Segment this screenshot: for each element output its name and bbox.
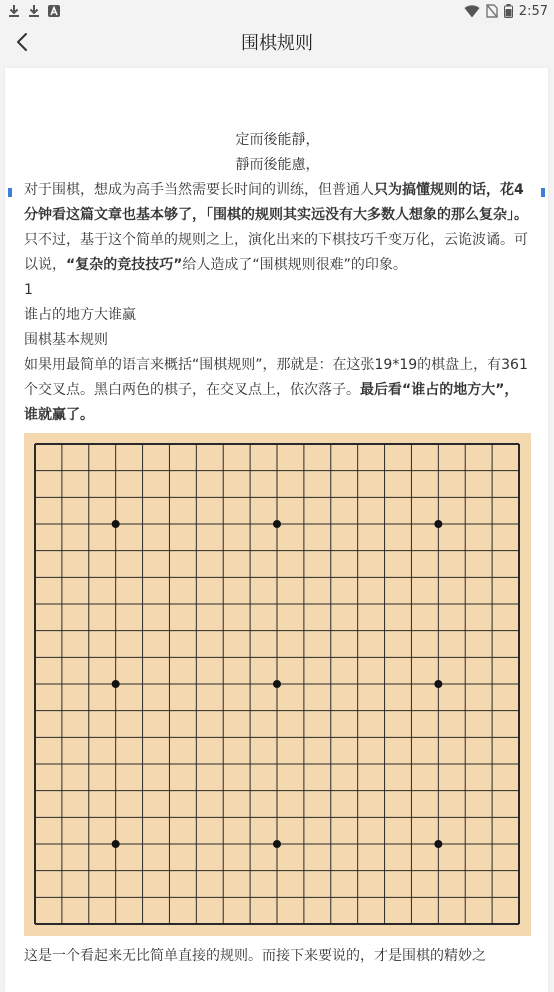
paragraph-outro: 这是一个看起来无比简单直接的规则。而接下来要说的，才是围棋的精妙之: [24, 948, 486, 964]
status-bar: [0, 0, 554, 22]
star-point: [273, 520, 281, 528]
paragraph-bold-text: 只为搞懂规则的话，花4分钟看这篇文章也基本够了，「围棋的规则其实远没有大多数人想象的那么复杂」。: [24, 182, 528, 223]
star-point: [112, 680, 120, 688]
scroll-edge-marker: [541, 188, 545, 197]
scroll-edge-marker: [8, 188, 12, 197]
paragraph-rules: [24, 353, 531, 428]
star-point: [273, 840, 281, 848]
star-point: [434, 520, 442, 528]
section-title: 谁占的地方大谁赢: [24, 307, 136, 323]
download-icon: [8, 4, 20, 18]
go-board: [24, 433, 531, 936]
download-icon: [28, 4, 40, 18]
go-board-image: [24, 433, 531, 936]
star-point: [434, 840, 442, 848]
paragraph-text: 如果用最简单的语言来概括“围棋规则”，那就是：在这张19*19的棋盘上，有361个交叉点。黑白两色的棋子，在交叉点上，依次落子。: [24, 357, 528, 398]
chevron-left-icon: [15, 32, 29, 52]
subsection-title: 围棋基本规则: [24, 332, 108, 348]
paragraph-bold-text: “复杂的竞技技巧”: [66, 257, 183, 273]
poem-line: 定而後能靜，: [235, 132, 320, 148]
paragraph-intro: [24, 178, 531, 228]
star-point: [434, 680, 442, 688]
paragraph-bold-text: 最后看“谁占的地方大”，谁就赢了。: [24, 382, 519, 423]
star-point: [112, 520, 120, 528]
app-notification-icon: [48, 5, 60, 17]
paragraph-text: 对于围棋，想成为高手当然需要长时间的训练，但普通人: [24, 182, 374, 198]
section-number: 1: [24, 282, 33, 298]
app-bar: [0, 22, 554, 62]
poem-line: 靜而後能慮，: [235, 157, 320, 173]
paragraph-text: 只不过，基于这个简单的规则之上，演化出来的下棋技巧千变万化，云诡波谲。可以说，: [24, 232, 528, 273]
article-webview[interactable]: [5, 68, 548, 992]
no-sim-icon: [486, 4, 498, 18]
article-body: [24, 128, 531, 969]
status-time: 2:57: [518, 3, 548, 19]
star-point: [112, 840, 120, 848]
notification-icons: [8, 4, 60, 18]
system-icons: [464, 4, 548, 19]
page-title: 围棋规则: [241, 33, 313, 54]
paragraph-complexity: [24, 228, 531, 278]
back-button[interactable]: [8, 28, 36, 56]
wifi-icon: [464, 5, 480, 18]
paragraph-text: 给人造成了“围棋规则很难”的印象。: [182, 257, 407, 273]
star-point: [273, 680, 281, 688]
battery-icon: [504, 4, 513, 18]
